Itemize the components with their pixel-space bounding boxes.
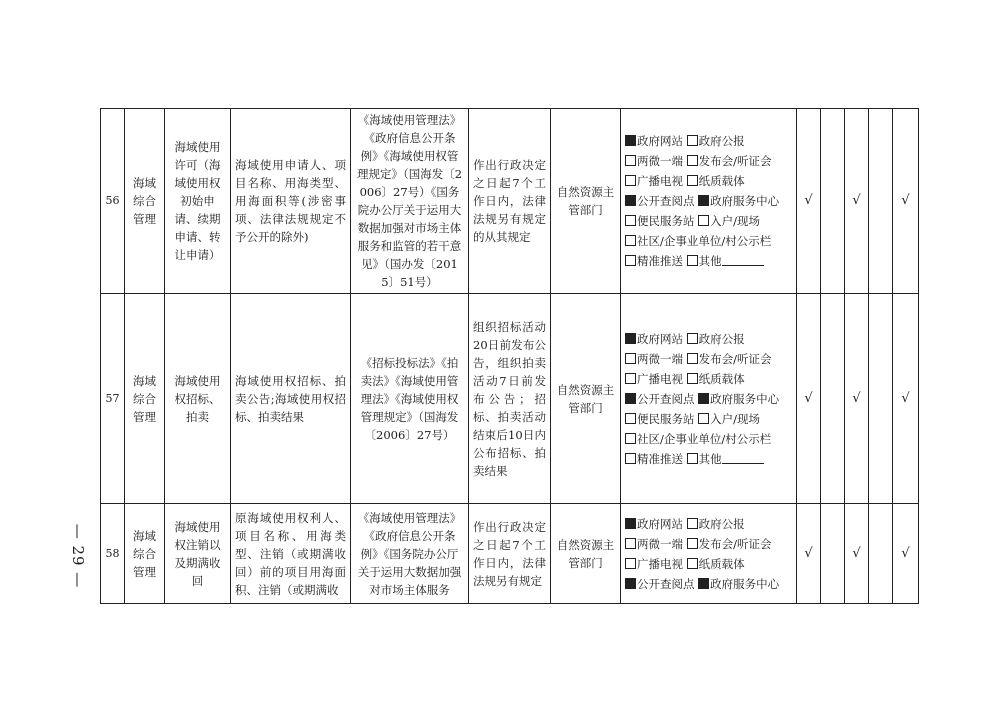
channel-option-label: 广播电视 <box>637 556 683 571</box>
channel-line <box>625 151 792 171</box>
channel-line <box>625 514 792 534</box>
channel-line <box>625 131 792 151</box>
channels-cell <box>621 109 797 294</box>
channel-option-label: 政府网站 <box>637 516 683 531</box>
channel-option-label: 政府服务中心 <box>710 194 780 208</box>
channel-line <box>625 554 792 574</box>
channel-line <box>625 389 792 409</box>
channel-option-label: 社区/企事业单位/村公示栏 <box>637 431 772 446</box>
fill-in-blank <box>722 453 764 464</box>
check-mark-cell: √ <box>893 504 919 604</box>
item-cell: 海域使用许可（海域使用权初始申请、续期申请、转让申请） <box>165 109 231 294</box>
channel-option-label: 政府公报 <box>698 516 745 531</box>
fill-in-blank <box>722 255 764 266</box>
empty-box-icon <box>625 413 636 424</box>
channel-option-label: 发布会/听证会 <box>698 536 772 551</box>
empty-box-icon <box>698 413 709 424</box>
empty-box-icon <box>625 175 636 186</box>
checked-box-icon <box>698 195 709 206</box>
check-mark-cell <box>821 294 845 504</box>
empty-box-icon <box>625 373 636 384</box>
channel-option-label: 便民服务站 <box>637 214 695 228</box>
check-mark-cell: √ <box>797 109 821 294</box>
empty-box-icon <box>625 558 636 569</box>
category-cell: 海域综合管理 <box>125 109 165 294</box>
table-row <box>101 504 919 604</box>
channel-line <box>625 449 792 469</box>
channel-line <box>625 409 792 429</box>
check-mark-cell <box>869 294 893 504</box>
empty-box-icon <box>625 538 636 549</box>
empty-box-icon <box>687 518 698 529</box>
channel-option-label: 公开查阅点 <box>637 194 695 208</box>
channel-option-label: 政府服务中心 <box>710 391 780 406</box>
basis-cell: 《招标投标法》《拍卖法》《海域使用管理法》《海域使用权管理规定》（国海发〔2006〕27号） <box>351 294 469 504</box>
channel-option-label: 入户/现场 <box>710 411 761 426</box>
disclosure-table <box>100 108 919 604</box>
content-cell: 海域使用权招标、拍卖公告;海域使用权招标、拍卖结果 <box>231 294 351 504</box>
channel-option-label: 广播电视 <box>637 174 683 188</box>
check-mark-cell: √ <box>845 294 869 504</box>
item-cell: 海域使用权招标、拍卖 <box>165 294 231 504</box>
basis-cell: 《海域使用管理法》《政府信息公开条例》《海域使用权管理规定》（国海发〔2006〕27号）《国务院办公厅关于运用大数据加强对市场主体服务和监管的若干意见》（国办发〔2015〕51号） <box>351 109 469 294</box>
empty-box-icon <box>687 175 698 186</box>
channel-line <box>625 231 792 251</box>
check-mark-cell: √ <box>893 294 919 504</box>
check-mark-cell <box>821 109 845 294</box>
channel-line <box>625 429 792 449</box>
content-cell: 原海域使用权利人、项目名称、用海类型、注销（或期满收回）前的项目用海面积、注销（或期满收 <box>231 504 351 604</box>
checked-box-icon <box>625 135 636 146</box>
department-cell: 自然资源主管部门 <box>551 504 621 604</box>
channel-option-label: 两微一端 <box>637 351 683 366</box>
empty-box-icon <box>698 215 709 226</box>
checked-box-icon <box>625 518 636 529</box>
empty-box-icon <box>687 558 698 569</box>
channel-option-label: 其他 <box>698 254 722 268</box>
check-mark-cell <box>821 504 845 604</box>
channel-line <box>625 251 792 271</box>
channel-line <box>625 369 792 389</box>
empty-box-icon <box>625 235 636 246</box>
empty-box-icon <box>687 155 698 166</box>
empty-box-icon <box>687 135 698 146</box>
channel-option-label: 发布会/听证会 <box>698 154 772 168</box>
channel-option-label: 入户/现场 <box>710 214 761 228</box>
channel-option-label: 其他 <box>698 451 722 466</box>
check-mark-cell: √ <box>797 294 821 504</box>
table-row <box>101 109 919 294</box>
content-cell: 海域使用申请人、项目名称、用海类型、用海面积等(涉密事项、法律法规规定不予公开的除外) <box>231 109 351 294</box>
empty-box-icon <box>687 373 698 384</box>
category-cell: 海域综合管理 <box>125 294 165 504</box>
channel-option-label: 两微一端 <box>637 154 683 168</box>
empty-box-icon <box>625 353 636 364</box>
time-limit-cell: 组织招标活动20日前发布公告，组织拍卖活动7日前发布公告；招标、拍卖活动结束后10日内公布招标、拍卖结果 <box>469 294 551 504</box>
checked-box-icon <box>698 578 709 589</box>
channel-line <box>625 574 792 594</box>
empty-box-icon <box>687 333 698 344</box>
channel-line <box>625 191 792 211</box>
time-limit-cell: 作出行政决定之日起7个工作日内，法律法规另有规定的从其规定 <box>469 109 551 294</box>
check-mark-cell <box>869 109 893 294</box>
channel-option-label: 政府网站 <box>637 134 683 148</box>
channel-option-label: 广播电视 <box>637 371 683 386</box>
time-limit-cell: 作出行政决定之日起7个工作日内，法律法规另有规定 <box>469 504 551 604</box>
channel-option-label: 便民服务站 <box>637 411 695 426</box>
channel-option-label: 纸质载体 <box>698 556 745 571</box>
page-number: — 29 — <box>69 523 87 589</box>
channel-option-label: 发布会/听证会 <box>698 351 772 366</box>
checked-box-icon <box>625 393 636 404</box>
empty-box-icon <box>687 538 698 549</box>
channel-option-label: 纸质载体 <box>698 174 745 188</box>
empty-box-icon <box>625 453 636 464</box>
row-index: 57 <box>101 294 125 504</box>
channel-option-label: 社区/企事业单位/村公示栏 <box>637 234 772 248</box>
channel-option-label: 两微一端 <box>637 536 683 551</box>
channels-cell <box>621 504 797 604</box>
channel-option-label: 政府公报 <box>698 331 745 346</box>
channel-line <box>625 211 792 231</box>
empty-box-icon <box>687 255 698 266</box>
channel-option-label: 公开查阅点 <box>637 391 695 406</box>
empty-box-icon <box>625 215 636 226</box>
channel-option-label: 公开查阅点 <box>637 576 695 591</box>
channel-option-label: 政府公报 <box>698 134 745 148</box>
empty-box-icon <box>625 433 636 444</box>
check-mark-cell: √ <box>845 109 869 294</box>
empty-box-icon <box>625 155 636 166</box>
channel-line <box>625 534 792 554</box>
row-index: 58 <box>101 504 125 604</box>
checked-box-icon <box>625 195 636 206</box>
basis-cell: 《海域使用管理法》《政府信息公开条例》《国务院办公厅关于运用大数据加强对市场主体服务 <box>351 504 469 604</box>
check-mark-cell: √ <box>797 504 821 604</box>
channel-line <box>625 349 792 369</box>
channel-option-label: 政府网站 <box>637 331 683 346</box>
channel-line <box>625 171 792 191</box>
channel-option-label: 纸质载体 <box>698 371 745 386</box>
checked-box-icon <box>698 393 709 404</box>
department-cell: 自然资源主管部门 <box>551 109 621 294</box>
check-mark-cell: √ <box>845 504 869 604</box>
channel-option-label: 精准推送 <box>637 254 683 268</box>
row-index: 56 <box>101 109 125 294</box>
empty-box-icon <box>625 255 636 266</box>
channels-cell <box>621 294 797 504</box>
check-mark-cell: √ <box>893 109 919 294</box>
channel-option-label: 精准推送 <box>637 451 683 466</box>
channel-option-label: 政府服务中心 <box>710 576 780 591</box>
channel-line <box>625 329 792 349</box>
table-row <box>101 294 919 504</box>
checked-box-icon <box>625 333 636 344</box>
category-cell: 海域综合管理 <box>125 504 165 604</box>
check-mark-cell <box>869 504 893 604</box>
checked-box-icon <box>625 578 636 589</box>
department-cell: 自然资源主管部门 <box>551 294 621 504</box>
empty-box-icon <box>687 353 698 364</box>
item-cell: 海域使用权注销以及期满收回 <box>165 504 231 604</box>
empty-box-icon <box>687 453 698 464</box>
